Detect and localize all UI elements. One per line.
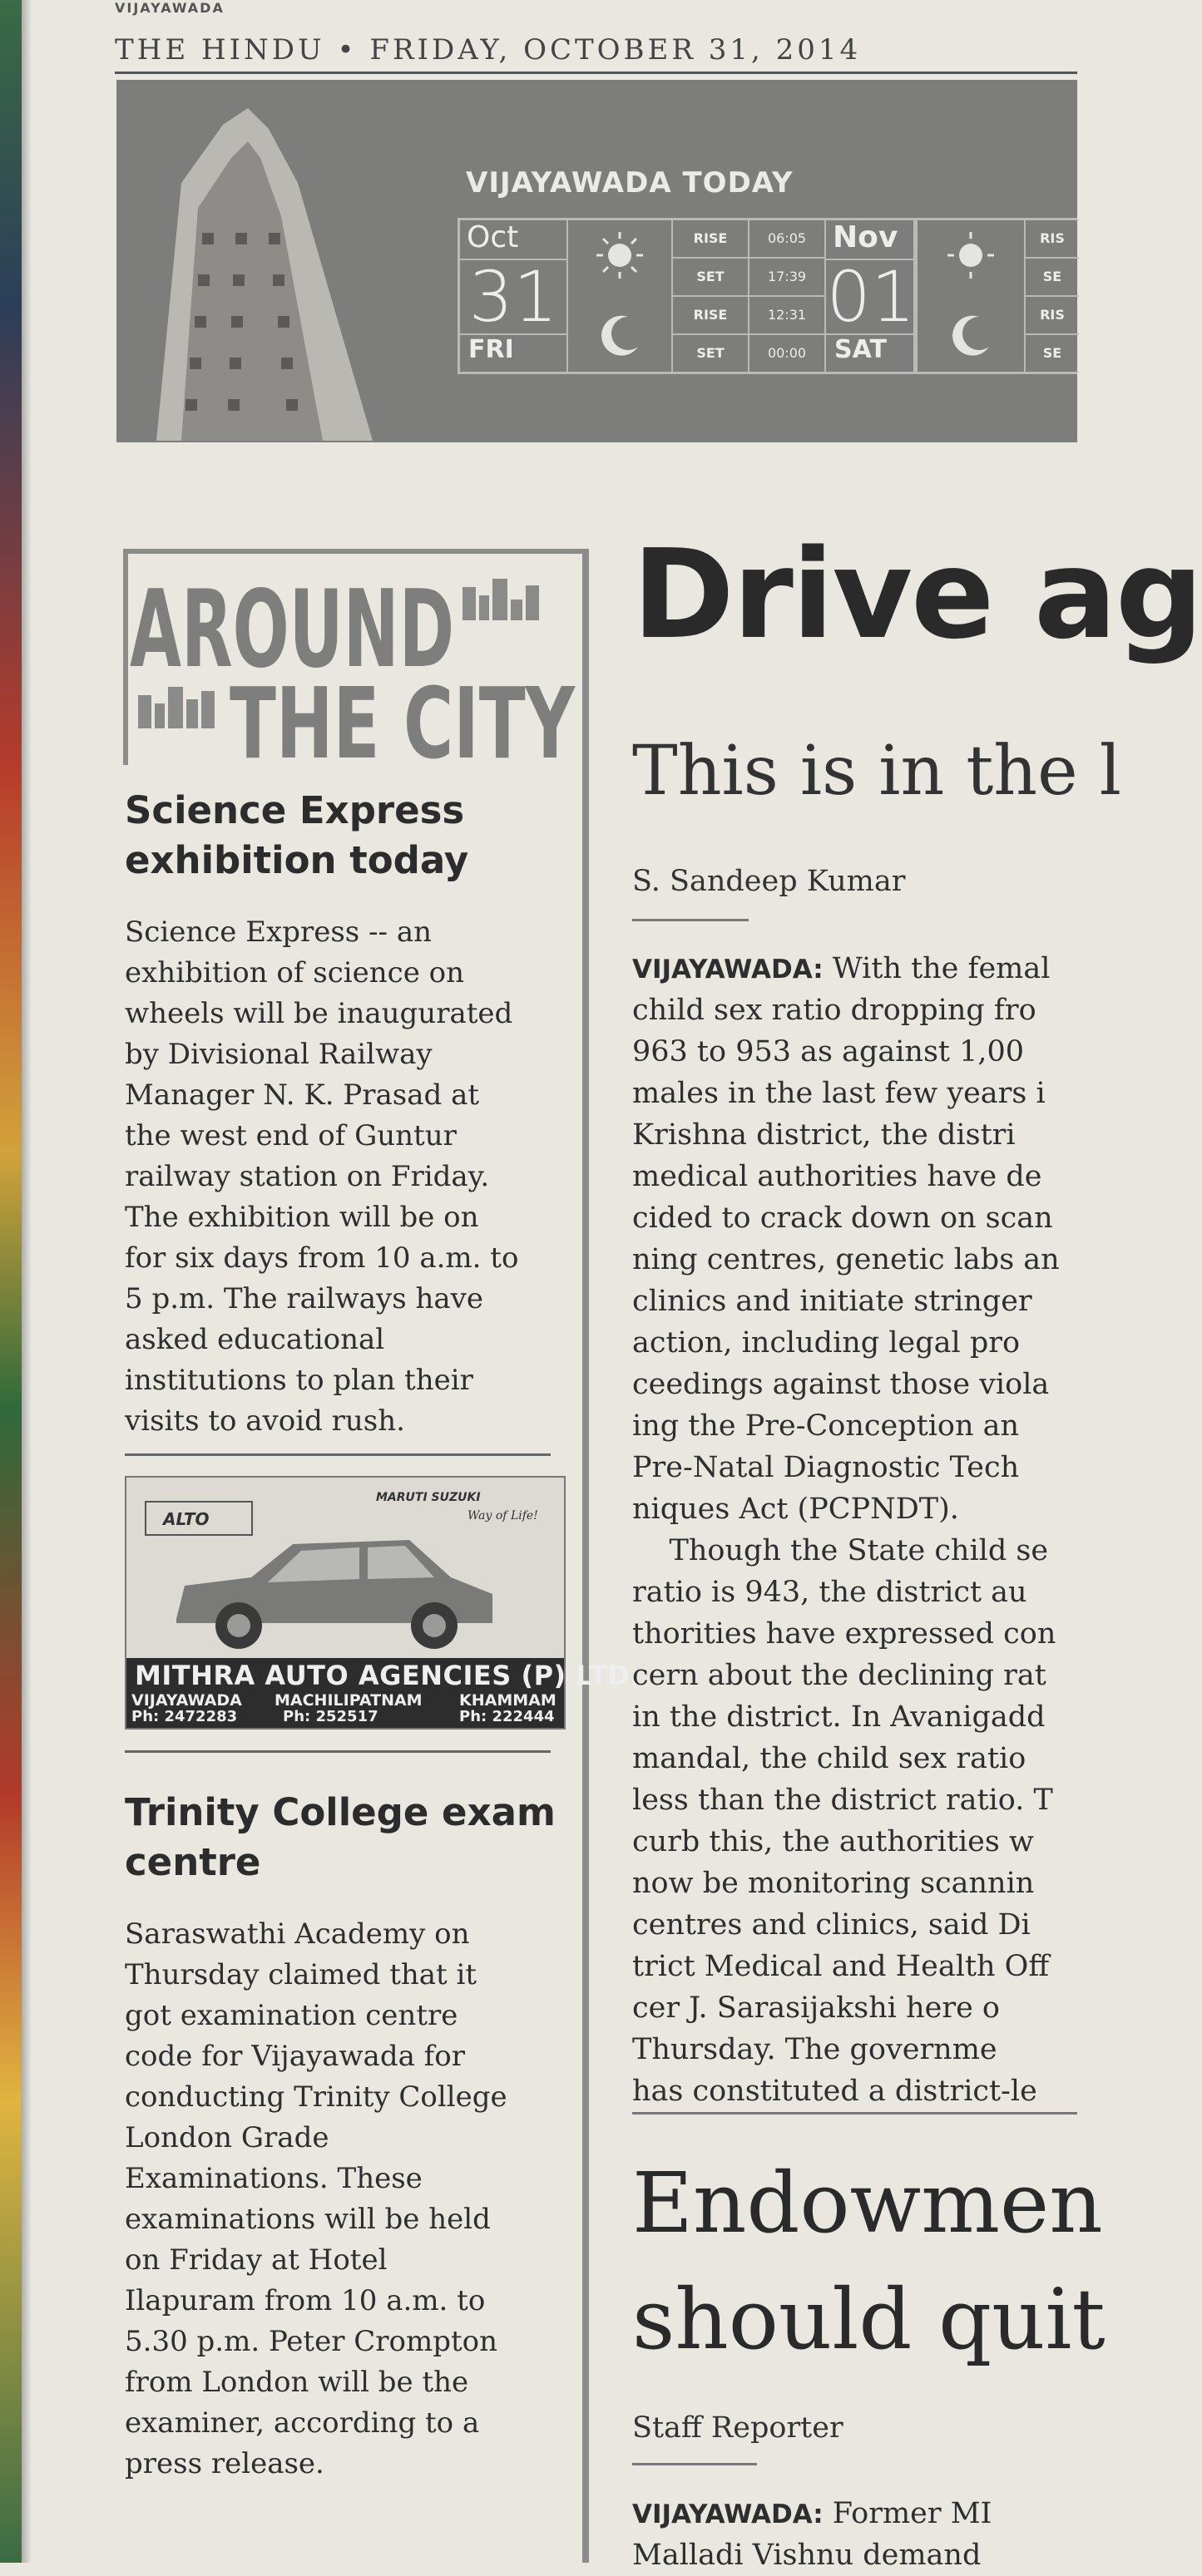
second-story-line: [632, 2493, 1098, 2534]
around-the-city-logo: [130, 554, 579, 781]
story2-headline-line: centre: [125, 1840, 261, 1884]
main-story-line: thorities have expressed con: [632, 1617, 1056, 1651]
weather-today-box: [458, 218, 915, 374]
logo-the-city: THE CITY: [230, 666, 576, 781]
moon-icon: [946, 310, 996, 360]
column-left-rule: [123, 549, 128, 765]
second-story-line: Malladi Vishnu demand: [632, 2539, 982, 2572]
story2-line: on Friday at Hotel: [125, 2243, 388, 2277]
ad-branch-phone: Ph: 2472283: [131, 1708, 238, 1725]
car-dealer-ad: [125, 1476, 641, 1730]
story1-headline-line: exhibition today: [125, 838, 469, 882]
story-separator: [125, 1453, 551, 1456]
main-story-line: child sex ratio dropping fro: [632, 994, 1036, 1027]
main-story-line: clinics and initiate stringer: [632, 1285, 1032, 1318]
story1-line: wheels will be inaugurated: [125, 997, 513, 1030]
story2-line: Examinations. These: [125, 2162, 423, 2195]
story2-line: press release.: [125, 2447, 324, 2480]
story2-line: Saraswathi Academy on: [125, 1917, 470, 1951]
main-story-line-text: With the femal: [823, 952, 1051, 985]
story2-line: code for Vijayawada for: [125, 2040, 465, 2073]
second-story-line-text: Former MI: [823, 2497, 992, 2530]
main-story-line: medical authorities have de: [632, 1160, 1042, 1193]
main-dateline: VIJAYAWADA:: [632, 955, 824, 985]
story2-line: Thursday claimed that it: [125, 1958, 477, 1991]
story1-line: The exhibition will be on: [125, 1201, 479, 1234]
story1-line: the west end of Guntur: [125, 1119, 457, 1152]
main-story-line: males in the last few years i: [632, 1077, 1046, 1110]
moonrise-value: 12:31: [749, 296, 825, 334]
story1-headline-line: Science Express: [125, 788, 465, 832]
ad-brand: MARUTI SUZUKI: [376, 1491, 481, 1504]
sunrise-label: RISE: [672, 220, 749, 258]
story-separator: [125, 1750, 551, 1753]
second-dateline: VIJAYAWADA:: [632, 2500, 824, 2529]
story2-headline-line: Trinity College exam: [125, 1790, 556, 1834]
main-subhead: This is in the l: [632, 732, 1121, 811]
main-story-line: cern about the declining rat: [632, 1659, 1046, 1692]
main-story-line: niques Act (PCPNDT).: [632, 1493, 959, 1526]
ad-model-label: ALTO: [163, 1509, 210, 1529]
main-story-line: action, including legal pro: [632, 1326, 1021, 1360]
sunrise-value: 06:05: [749, 220, 825, 258]
story2-headline: [125, 1788, 574, 1888]
story2-line: from London will be the: [125, 2366, 469, 2399]
main-story-line: Thursday. The governme: [632, 2033, 997, 2066]
temple-tower-illustration: [123, 108, 373, 441]
sun-moon-cell: [567, 220, 672, 373]
main-story-line: ning centres, genetic labs an: [632, 1243, 1060, 1276]
main-story-line: ceedings against those viola: [632, 1368, 1050, 1401]
ad-dealer-strip: [126, 1658, 641, 1728]
car-illustration: [160, 1527, 509, 1652]
logo-around: AROUND: [130, 568, 454, 692]
story2-line: examinations will be held: [125, 2203, 491, 2236]
tomorrow-weekday: SAT: [825, 334, 917, 373]
weather-tomorrow-box: [915, 218, 1077, 374]
story1-line: by Divisional Railway: [125, 1038, 433, 1071]
main-story-line: ratio is 943, the district au: [632, 1576, 1027, 1609]
second-headline-line: should quit: [632, 2271, 1106, 2368]
main-story-line: less than the district ratio. T: [632, 1784, 1053, 1817]
story1-line: Manager N. K. Prasad at: [125, 1078, 480, 1112]
sun-icon: [595, 230, 645, 280]
today-month: Oct: [459, 220, 567, 259]
story1-line: asked educational: [125, 1323, 385, 1356]
main-story-line: Krishna district, the distri: [632, 1118, 1016, 1152]
story1-line: railway station on Friday.: [125, 1160, 490, 1193]
main-byline: S. Sandeep Kumar: [632, 865, 906, 898]
tomorrow-rise-label: RIS: [1025, 220, 1079, 258]
byline-rule: [632, 2463, 757, 2465]
ad-branch-city: VIJAYAWADA: [131, 1691, 242, 1710]
tomorrow-day: 01: [826, 256, 916, 338]
masthead-rule: [115, 72, 1077, 74]
sunset-label: SET: [672, 258, 749, 296]
column-divider: [582, 549, 589, 2563]
main-story-line: 963 to 953 as against 1,00: [632, 1035, 1025, 1068]
main-story-line: Though the State child se: [632, 1534, 1049, 1567]
ad-branch-city: MACHILIPATNAM: [275, 1691, 423, 1710]
main-story-line: in the district. In Avanigadd: [632, 1700, 1046, 1734]
main-story-line: [632, 948, 1098, 989]
story2-line: got examination centre: [125, 1999, 458, 2032]
story1-line: for six days from 10 a.m. to: [125, 1241, 519, 1275]
ad-dealer-name: MITHRA AUTO AGENCIES (P) LTD.: [135, 1660, 641, 1691]
main-story-line: Pre-Natal Diagnostic Tech: [632, 1451, 1020, 1484]
story1-line: exhibition of science on: [125, 956, 464, 989]
ad-branch-phone: Ph: 222444: [459, 1708, 555, 1725]
today-weekday: FRI: [459, 334, 567, 373]
ad-branch-phone: Ph: 252517: [283, 1708, 378, 1725]
main-headline: Drive ag: [632, 523, 1202, 666]
main-story-line: has constituted a district-le: [632, 2075, 1037, 2108]
moonset-label: SET: [672, 334, 749, 373]
sunset-value: 17:39: [749, 258, 825, 296]
story1-headline: [125, 786, 574, 886]
story2-line: 5.30 p.m. Peter Crompton: [125, 2325, 498, 2358]
main-story-line: trict Medical and Health Off: [632, 1950, 1050, 1983]
story2-body: [125, 1914, 574, 2485]
main-story-body: [632, 948, 1098, 2112]
ad-branch-city: KHAMMAM: [459, 1691, 556, 1710]
byline-rule: [632, 919, 749, 921]
main-story-line: centres and clinics, said Di: [632, 1908, 1031, 1942]
page-fold-shadow: [22, 0, 32, 2563]
story1-line: visits to avoid rush.: [125, 1404, 405, 1438]
second-headline-line: Endowmen: [632, 2154, 1103, 2252]
story1-line: Science Express -- an: [125, 915, 432, 949]
today-day: 31: [459, 259, 567, 334]
main-story-line: cided to crack down on scan: [632, 1202, 1053, 1235]
masthead-line: THE HINDU • FRIDAY, OCTOBER 31, 2014: [115, 33, 862, 67]
weather-title: VIJAYAWADA TODAY: [466, 166, 794, 200]
tomorrow-sun-moon-cell: [917, 220, 1025, 373]
main-story-line: ing the Pre-Conception an: [632, 1409, 1020, 1443]
story2-line: conducting Trinity College: [125, 2080, 507, 2114]
edition-label: VIJAYAWADA: [115, 0, 225, 16]
sun-icon: [946, 230, 996, 280]
tomorrow-month: Nov: [825, 220, 917, 259]
second-story-body: [632, 2493, 1098, 2576]
story2-line: London Grade: [125, 2121, 329, 2154]
photo-left-edge: [0, 0, 22, 2563]
moon-icon: [595, 310, 645, 360]
story2-line: Ilapuram from 10 a.m. to: [125, 2284, 486, 2317]
tomorrow-moonset-label: SE: [1025, 334, 1079, 373]
ad-tagline: Way of Life!: [467, 1509, 538, 1522]
main-story-line: curb this, the authorities w: [632, 1825, 1034, 1858]
tomorrow-set-label: SE: [1025, 258, 1079, 296]
story1-body: [125, 912, 574, 1442]
story2-line: examiner, according to a: [125, 2406, 480, 2440]
tomorrow-moonrise-label: RIS: [1025, 296, 1079, 334]
story1-line: institutions to plan their: [125, 1364, 473, 1397]
second-byline: Staff Reporter: [632, 2411, 843, 2445]
story-separator: [632, 2112, 1077, 2115]
moonrise-label: RISE: [672, 296, 749, 334]
moonset-value: 00:00: [749, 334, 825, 373]
main-story-line: cer J. Sarasijakshi here o: [632, 1991, 1000, 2025]
story1-line: 5 p.m. The railways have: [125, 1282, 483, 1315]
main-story-line: now be monitoring scannin: [632, 1867, 1035, 1900]
main-story-line: mandal, the child sex ratio: [632, 1742, 1026, 1775]
